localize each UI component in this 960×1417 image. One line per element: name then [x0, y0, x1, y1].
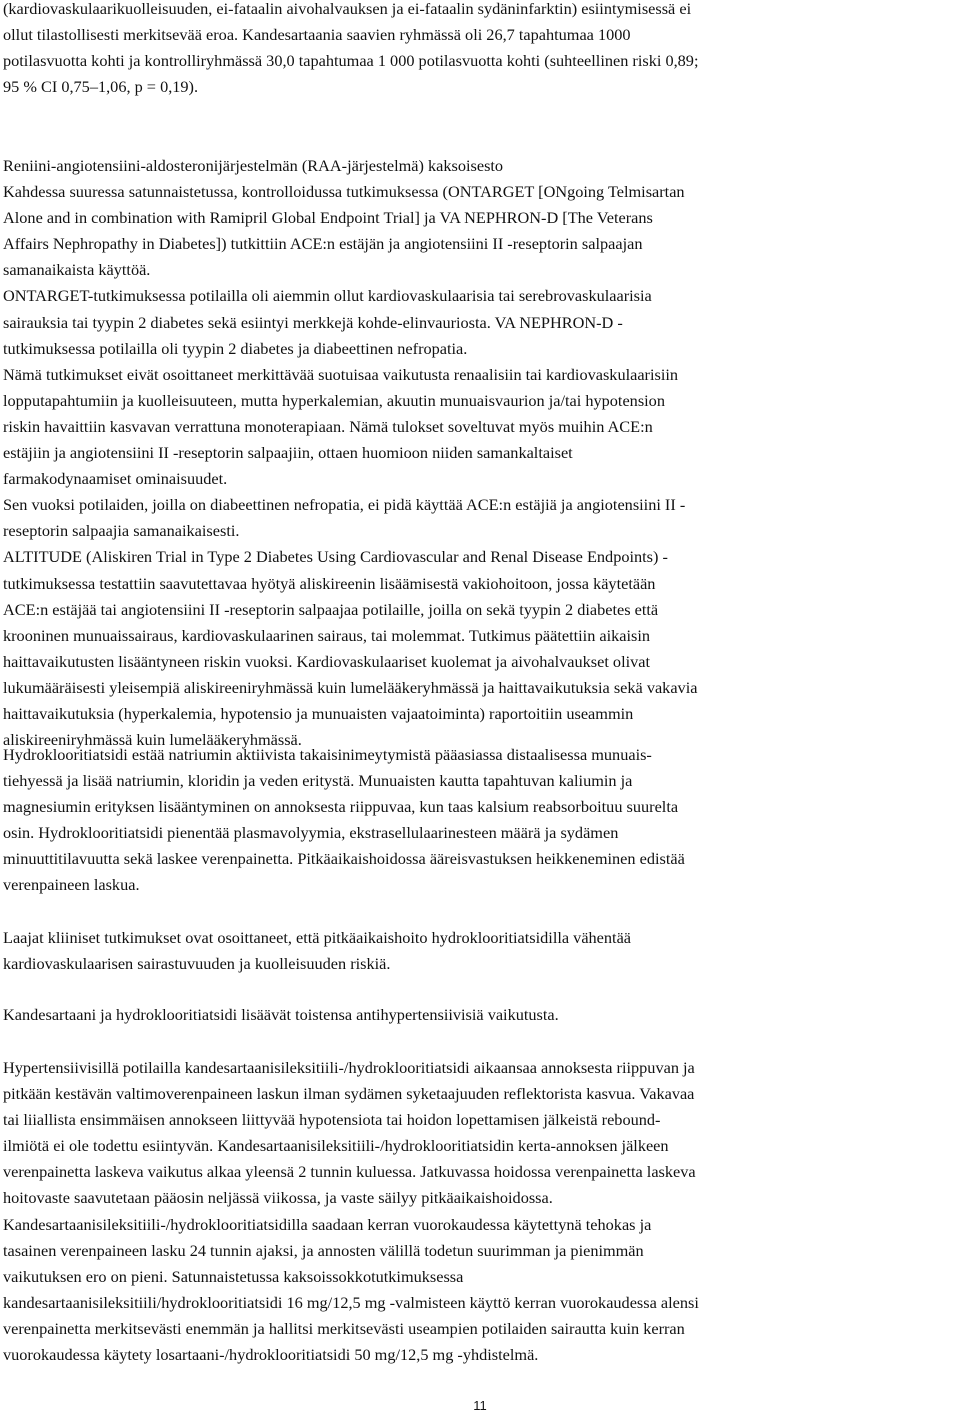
text-line: Nämä tutkimukset eivät osoittaneet merkittävää suotuisaa vaikutusta renaalisiin tai kardiovaskulaarisiin	[3, 364, 679, 384]
text-line: Sen vuoksi potilaiden, joilla on diabeettinen nefropatia, ei pidä käyttää ACE:n estäjiä ja angiotensiini II -	[3, 495, 686, 515]
text-line: krooninen munuaissairaus, kardiovaskulaarinen sairaus, tai molemmat. Tutkimus päätettiin aikaisin	[3, 625, 651, 645]
text-line: verenpainetta merkitsevästi enemmän ja hallitsi merkitsevästi useampien potilaiden sairautta kuin kerran	[3, 1318, 685, 1338]
text-line: haittavaikutuksia (hyperkalemia, hypotensio ja munuaisten vajaatoiminta) raportoitiin useammin	[3, 703, 634, 723]
text-line: sairauksia tai tyypin 2 diabetes sekä esiintyi merkkejä kohde-elinvauriosta. VA NEPHRON-D -	[3, 312, 623, 332]
text-line: aliskireeniryhmässä kuin lumelääkeryhmässä.	[3, 730, 302, 750]
section-heading: Reniini-angiotensiini-aldosteronijärjestelmän (RAA-järjestelmä) kaksoisesto	[3, 156, 504, 175]
text-line: ilmiötä ei ole todettu esiintyvän. Kandesartaanisileksitiili-/hydroklooritiatsidin kerta-annoksen jälkeen	[3, 1136, 669, 1156]
text-line: ollut tilastollisesti merkitsevää eroa. Kandesartaania saavien ryhmässä oli 26,7 tapahtumaa 1000	[3, 25, 631, 45]
text-line: Hydroklooritiatsidi estää natriumin aktiivista takaisinimeytymistä pääasiassa distaalisessa munuais-	[3, 745, 652, 764]
text-line: riskin havaittiin kasvavan verrattuna monoterapiaan. Nämä tulokset soveltuvat myös muihin ACE:n	[3, 416, 653, 436]
text-line: tasainen verenpaineen lasku 24 tunnin ajaksi, ja annosten välillä todetun suurimman ja pienimmän	[3, 1240, 644, 1260]
hypertensive-patients-paragraph	[3, 1055, 699, 1368]
text-line: Laajat kliiniset tutkimukset ovat osoittaneet, että pitkäaikaishoito hydroklooritiatsidilla vähentää	[3, 928, 632, 947]
text-line: reseptorin salpaajia samanaikaisesti.	[3, 521, 240, 541]
text-line: ACE:n estäjää tai angiotensiini II -reseptorin salpaajaa potilaille, joilla on sekä tyypin 2 diabetes että	[3, 599, 659, 619]
clinical-studies-paragraph	[3, 925, 631, 977]
text-line: vaikutuksen ero on pieni. Satunnaistetussa kaksoissokkotutkimuksessa	[3, 1266, 464, 1286]
text-line: pitkään kestävän valtimoverenpaineen laskun ilman sydämen syketaajuuden reflektorista kasvua. Vakavaa	[3, 1084, 695, 1104]
text-line: Alone and in combination with Ramipril Global Endpoint Trial] ja VA NEPHRON-D [The Veterans	[3, 208, 653, 228]
intro-paragraph	[3, 0, 698, 100]
text-line: samanaikaista käyttöä.	[3, 260, 151, 280]
text-line: tutkimuksessa testattiin saavutettavaa hyötyä aliskireenin lisäämisestä vakiohoitoon, jossa käytetään	[3, 573, 656, 593]
text-line: ONTARGET-tutkimuksessa potilailla oli aiemmin ollut kardiovaskulaarisia tai serebrovaskulaarisia	[3, 286, 652, 306]
text-line: lopputapahtumiin ja kuolleisuuteen, mutta hyperkalemian, akuutin munuaisvaurion ja/tai hypotension	[3, 390, 665, 410]
text-line: 95 % CI 0,75–1,06, p = 0,19).	[3, 77, 199, 97]
text-line: minuuttitilavuutta sekä laskee verenpainetta. Pitkäaikaishoidossa ääreisvastuksen heikkeneminen edistää	[3, 849, 685, 869]
text-line: vuorokaudessa käytety losartaani-/hydroklooritiatsidi 50 mg/12,5 mg -yhdistelmä.	[3, 1345, 539, 1365]
text-line: farmakodynaamiset ominaisuudet.	[3, 469, 228, 489]
hydrochlorothiazide-paragraph	[3, 742, 685, 899]
text-line: tiehyessä ja lisää natriumin, kloridin ja veden eritystä. Munuaisten kautta tapahtuvan kaliumin ja	[3, 771, 633, 791]
text-line: tutkimuksessa potilailla oli tyypin 2 diabetes ja diabeettinen nefropatia.	[3, 338, 468, 358]
text-line: Kandesartaani ja hydroklooritiatsidi lisäävät toistensa antihypertensiivisiä vaikutusta.	[3, 1005, 559, 1024]
text-line: hoitovaste saavutetaan pääosin neljässä viikossa, ja vaste säilyy pitkäaikaishoidossa.	[3, 1188, 553, 1208]
text-line: Hypertensiivisillä potilailla kandesartaanisileksitiili-/hydroklooritiatsidi aikaansaa annoksesta riippuvan ja	[3, 1058, 695, 1077]
text-line: ALTITUDE (Aliskiren Trial in Type 2 Diabetes Using Cardiovascular and Renal Disease Endpoints) -	[3, 547, 668, 567]
text-line: magnesiumin erityksen lisääntyminen on annoksesta riippuvaa, kun taas kalsium reabsorboituu suurelta	[3, 797, 679, 817]
text-line: (kardiovaskulaarikuolleisuuden, ei-fataalin aivohalvauksen ja ei-fataalin sydäninfarktin) esiintymisessä ei	[3, 0, 692, 18]
text-line: Affairs Nephropathy in Diabetes]) tutkittiin ACE:n estäjän ja angiotensiini II -reseptorin salpaajan	[3, 234, 643, 254]
combination-paragraph	[3, 1002, 559, 1028]
text-line: haittavaikutusten lisääntyneen riskin vuoksi. Kardiovaskulaariset kuolemat ja aivohalvaukset olivat	[3, 651, 651, 671]
text-line: potilasvuotta kohti ja kontrolliryhmässä 30,0 tapahtumaa 1 000 potilasvuotta kohti (suhteellinen riski 0,89;	[3, 51, 699, 71]
raa-section	[3, 153, 697, 753]
text-line: Kahdessa suuressa satunnaistetussa, kontrolloidussa tutkimuksessa (ONTARGET [ONgoing Telmisartan	[3, 182, 685, 202]
text-line: kandesartaanisileksitiili/hydroklooritiatsidi 16 mg/12,5 mg -valmisteen käyttö kerran vuorokaudessa alensi	[3, 1292, 699, 1312]
page-number: 11	[473, 1398, 487, 1413]
text-line: Kandesartaanisileksitiili-/hydroklooritiatsidilla saadaan kerran vuorokaudessa käytettynä tehokas ja	[3, 1214, 652, 1234]
text-line: lukumääräisesti yleisempiä aliskireeniryhmässä kuin lumelääkeryhmässä ja haittavaikutuksia sekä vakavia	[3, 677, 698, 697]
text-line: kardiovaskulaarisen sairastuvuuden ja kuolleisuuden riskiä.	[3, 954, 391, 974]
text-line: osin. Hydroklooritiatsidi pienentää plasmavolyymia, ekstrasellulaarinesteen määrä ja sydämen	[3, 823, 619, 843]
text-line: tai liiallista ensimmäisen annokseen liittyvää hypotensiota tai hoidon lopettamisen jälkeistä rebound-	[3, 1110, 661, 1130]
text-line: estäjiin ja angiotensiini II -reseptorin salpaajiin, ottaen huomioon niiden samankaltaiset	[3, 443, 573, 463]
text-line: verenpainetta laskeva vaikutus alkaa yleensä 2 tunnin kuluessa. Jatkuvassa hoidossa verenpainetta laskeva	[3, 1162, 696, 1182]
text-line: verenpaineen laskua.	[3, 875, 140, 895]
